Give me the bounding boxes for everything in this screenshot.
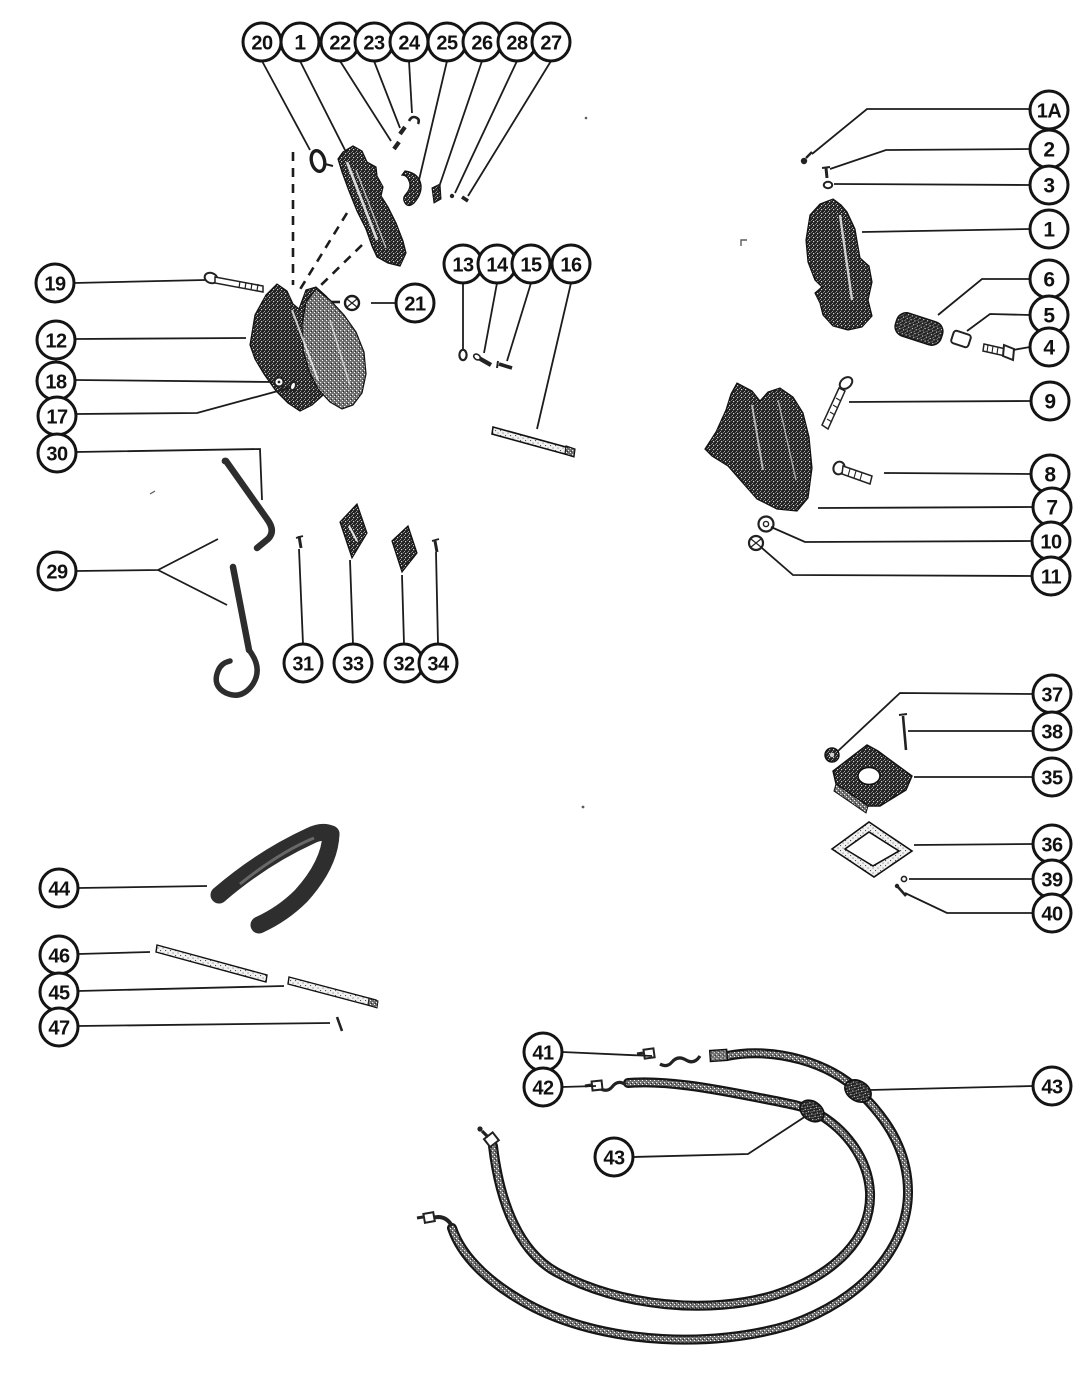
leader-line-callout-8 (884, 473, 1031, 474)
leader-line-callout-20 (262, 61, 310, 150)
callout-10 (1032, 522, 1070, 560)
leader-line-callout-1A (812, 109, 1030, 154)
leader-line-callout-19 (74, 280, 205, 283)
screw-item40 (898, 887, 906, 896)
callout-7 (1033, 488, 1071, 526)
leader-line-callout-44 (78, 886, 207, 888)
callout-23-label: 23 (363, 32, 385, 55)
spring-wire-lower-arm-item29 (233, 567, 249, 650)
callout-17 (38, 397, 76, 435)
leader-line-callout-6 (938, 279, 1030, 315)
callout-44-label: 44 (48, 878, 70, 901)
spring-wire-hook (216, 650, 257, 695)
hose-elbow-tip (417, 1217, 423, 1218)
leader-line-callout-15 (507, 283, 531, 361)
leader-line-callout-22 (340, 61, 391, 141)
callout-5-label: 5 (1043, 304, 1055, 328)
link-rod-item16-end (565, 446, 575, 457)
callout-31-label: 31 (292, 653, 314, 676)
callout-43-label: 43 (603, 1147, 625, 1170)
callout-1-label: 1 (294, 31, 306, 55)
callout-26 (463, 23, 501, 61)
callout-25-label: 25 (436, 32, 458, 55)
alignment-dashed-line (299, 213, 347, 291)
callout-7-label: 7 (1046, 496, 1058, 520)
callout-16 (552, 245, 590, 283)
part-clamp-bracket-group (705, 375, 872, 550)
washer-item18-hole (278, 381, 281, 384)
leader-line-callout-36 (914, 844, 1033, 845)
leader-line-callout-25 (419, 61, 447, 180)
callout-39-label: 39 (1041, 869, 1063, 892)
callout-12-label: 12 (45, 330, 67, 353)
callout-43-label: 43 (1041, 1076, 1063, 1099)
callout-1A-label: 1A (1036, 100, 1062, 123)
hose-end-tip-lower (482, 1131, 488, 1137)
ball-item28 (450, 194, 454, 198)
callout-39 (1033, 860, 1071, 898)
nut-item10 (759, 517, 774, 532)
o-ring-item20 (309, 149, 327, 173)
leader-line-callout-40 (905, 893, 1033, 913)
leader-line-callout-43 (633, 1116, 806, 1157)
screw-item14-head (473, 353, 482, 361)
cable-end-tip-item41 (637, 1053, 643, 1054)
cable-ferrule-item41 (710, 1049, 728, 1061)
leader-line-callout-14 (484, 283, 497, 353)
callout-13 (444, 245, 482, 283)
part-spring-wire-group (216, 458, 272, 696)
callout-31 (284, 644, 322, 682)
callout-28-label: 28 (506, 32, 528, 55)
leader-lines-layer (74, 61, 1033, 1157)
callout-12 (37, 321, 75, 359)
leader-line-callout-28 (455, 61, 517, 193)
callout-9-label: 9 (1044, 390, 1056, 414)
leader-line-callout-34 (436, 552, 438, 644)
washer-item39 (901, 876, 906, 881)
plate-item33 (340, 504, 367, 558)
callout-21 (396, 284, 434, 322)
callout-14 (478, 245, 516, 283)
screw-item2 (826, 168, 827, 178)
part-top-mounting-bracket-group (293, 117, 468, 310)
callout-9 (1031, 382, 1069, 420)
callout-16-label: 16 (560, 254, 582, 277)
callout-45 (40, 973, 78, 1011)
callout-44 (40, 869, 78, 907)
callout-34 (419, 644, 457, 682)
rod-item46 (156, 945, 267, 982)
leader-line-callout-29 (158, 570, 227, 605)
callout-11 (1032, 557, 1070, 595)
o-ring-item3 (824, 182, 832, 188)
leader-line-callout-27 (468, 61, 551, 196)
clip-item24 (409, 117, 419, 124)
callout-18 (37, 362, 75, 400)
hose-end-head-lower (477, 1126, 482, 1131)
callout-29 (38, 552, 76, 590)
part-hose-assembly-group (417, 1048, 908, 1339)
callout-30 (38, 434, 76, 472)
callout-20-label: 20 (251, 32, 273, 55)
screw-item40-head (895, 884, 899, 888)
o-ring-item13 (459, 350, 466, 360)
leader-line-callout-29 (76, 539, 218, 571)
pin-item38-head (899, 714, 907, 715)
callout-24-label: 24 (398, 32, 420, 55)
part-small-hardware-group (459, 350, 575, 457)
callout-2-label: 2 (1043, 138, 1055, 162)
callout-4 (1030, 328, 1068, 366)
callout-1A (1030, 91, 1068, 129)
leader-line-callout-2 (830, 149, 1030, 169)
callout-41-label: 41 (532, 1042, 554, 1065)
pin-item22 (394, 142, 399, 149)
callout-29-label: 29 (46, 561, 68, 584)
callout-24 (390, 23, 428, 61)
alignment-dashed-line (318, 245, 362, 288)
leader-line-callout-24 (409, 61, 412, 113)
plate-item32 (392, 526, 417, 572)
callout-40-label: 40 (1041, 903, 1063, 926)
callout-37 (1033, 675, 1071, 713)
part-cable-guide-group (825, 714, 912, 896)
pin-item23 (400, 127, 405, 134)
leader-line-callout-26 (438, 61, 482, 190)
hose-elbow-nut (423, 1212, 434, 1223)
callout-21-label: 21 (404, 293, 426, 316)
screw-item15-head (497, 361, 498, 368)
callout-42-label: 42 (532, 1077, 554, 1100)
callout-46-label: 46 (48, 945, 70, 968)
callout-15-label: 15 (520, 254, 542, 277)
leader-line-callout-9 (849, 401, 1031, 402)
callout-22 (321, 23, 359, 61)
callout-35-label: 35 (1041, 767, 1063, 790)
callout-26-label: 26 (471, 32, 493, 55)
callout-42 (524, 1068, 562, 1106)
callout-1-label: 1 (1043, 218, 1055, 242)
lever-item25 (402, 171, 421, 206)
pin-item47 (337, 1017, 342, 1031)
part-anchor-plates-group (296, 504, 439, 572)
callout-41 (524, 1033, 562, 1071)
leader-line-callout-3 (834, 184, 1030, 185)
callout-19-label: 19 (44, 273, 66, 296)
part-anchor-bracket-item1 (806, 199, 872, 330)
callout-38-label: 38 (1041, 721, 1063, 744)
leader-line-callout-7 (818, 507, 1033, 508)
leader-line-callout-17 (76, 388, 289, 414)
callout-32-label: 32 (393, 653, 415, 676)
leader-line-callout-5 (967, 314, 1030, 331)
callout-4-label: 4 (1043, 336, 1055, 360)
leader-line-callout-11 (762, 548, 1032, 576)
roller-item6 (892, 310, 945, 348)
callout-34-label: 34 (427, 653, 449, 676)
gasket-item36 (832, 822, 912, 877)
leader-line-callout-37 (838, 693, 1033, 751)
callout-10-label: 10 (1040, 531, 1062, 554)
callout-37-label: 37 (1041, 684, 1063, 707)
callout-35 (1033, 758, 1071, 796)
rod-item45 (288, 977, 376, 1007)
callout-33-label: 33 (342, 653, 364, 676)
leader-line-callout-31 (299, 549, 303, 644)
callout-20 (243, 23, 281, 61)
callout-6 (1030, 260, 1068, 298)
callout-27 (532, 23, 570, 61)
callout-47 (40, 1008, 78, 1046)
screw-item1A (806, 152, 812, 158)
callout-8-label: 8 (1044, 463, 1056, 487)
callout-32 (385, 644, 423, 682)
leader-line-callout-16 (537, 283, 571, 429)
callout-30-label: 30 (46, 443, 68, 466)
bolt-item8-shaft (842, 466, 872, 484)
leader-line-callout-10 (771, 527, 1032, 542)
callout-6-label: 6 (1043, 268, 1055, 292)
callout-33 (334, 644, 372, 682)
callout-17-label: 17 (46, 406, 68, 429)
callout-14-label: 14 (486, 254, 508, 277)
link-rod-item16 (492, 427, 573, 456)
leader-line-callout-45 (78, 986, 284, 991)
bushing-item5 (950, 330, 971, 348)
callout-13-label: 13 (452, 254, 474, 277)
screw-item34-head (432, 539, 439, 541)
screw-item34 (435, 541, 437, 552)
grommet-item37-hole (830, 753, 834, 757)
leader-line-callout-12 (75, 338, 246, 339)
screw-item2-head (822, 167, 830, 168)
callout-28 (498, 23, 536, 61)
callout-43 (1033, 1067, 1071, 1105)
cable-end-squiggle-item41 (660, 1056, 700, 1066)
callout-23 (355, 23, 393, 61)
callout-18-label: 18 (45, 371, 67, 394)
callout-45-label: 45 (48, 982, 70, 1005)
callout-27-label: 27 (540, 32, 562, 55)
cover-item35-hole (858, 768, 880, 785)
leader-line-callout-33 (350, 560, 353, 644)
leader-line-callout-46 (78, 952, 150, 954)
callout-36 (1033, 825, 1071, 863)
callout-balloons-layer (36, 23, 1071, 1176)
callout-19 (36, 264, 74, 302)
callout-11-label: 11 (1040, 566, 1062, 589)
callout-3 (1030, 166, 1068, 204)
callout-3-label: 3 (1043, 174, 1055, 198)
stud-item27 (462, 197, 468, 201)
callout-40 (1033, 894, 1071, 932)
callout-46 (40, 936, 78, 974)
part-right-anchor-bracket-group (801, 152, 1014, 360)
callout-1 (281, 23, 319, 61)
leader-line-callout-42 (562, 1086, 596, 1087)
callout-47-label: 47 (48, 1017, 70, 1040)
callout-25 (428, 23, 466, 61)
callout-2 (1030, 130, 1068, 168)
leader-line-callout-47 (78, 1023, 330, 1026)
screw-item1A-head (801, 158, 807, 164)
screw-item15 (499, 364, 512, 368)
callout-38 (1033, 712, 1071, 750)
leader-line-callout-1 (300, 61, 345, 150)
leader-line-callout-32 (402, 575, 404, 644)
spring-wire-tip (222, 458, 229, 465)
leader-line-callout-1 (862, 229, 1030, 232)
leader-line-callout-23 (374, 61, 400, 128)
callout-22-label: 22 (329, 32, 351, 55)
leader-line-callout-43 (870, 1086, 1033, 1090)
leader-line-callout-18 (75, 380, 273, 382)
part-strap-and-rods-group (156, 832, 378, 1031)
pin-item31-head (296, 536, 303, 538)
pin-item38 (903, 716, 906, 750)
cable-end-nut-item41 (643, 1048, 654, 1058)
callout-1 (1030, 210, 1068, 248)
callout-15 (512, 245, 550, 283)
bolt-item4-head (1003, 345, 1014, 360)
callout-43 (595, 1138, 633, 1176)
leader-line-callout-4 (1013, 347, 1030, 350)
hose-outer-item41 (452, 1053, 908, 1339)
callout-36-label: 36 (1041, 834, 1063, 857)
spring-wire-upper-arm-item30 (226, 461, 272, 548)
bolt-item9-shaft (822, 388, 845, 429)
